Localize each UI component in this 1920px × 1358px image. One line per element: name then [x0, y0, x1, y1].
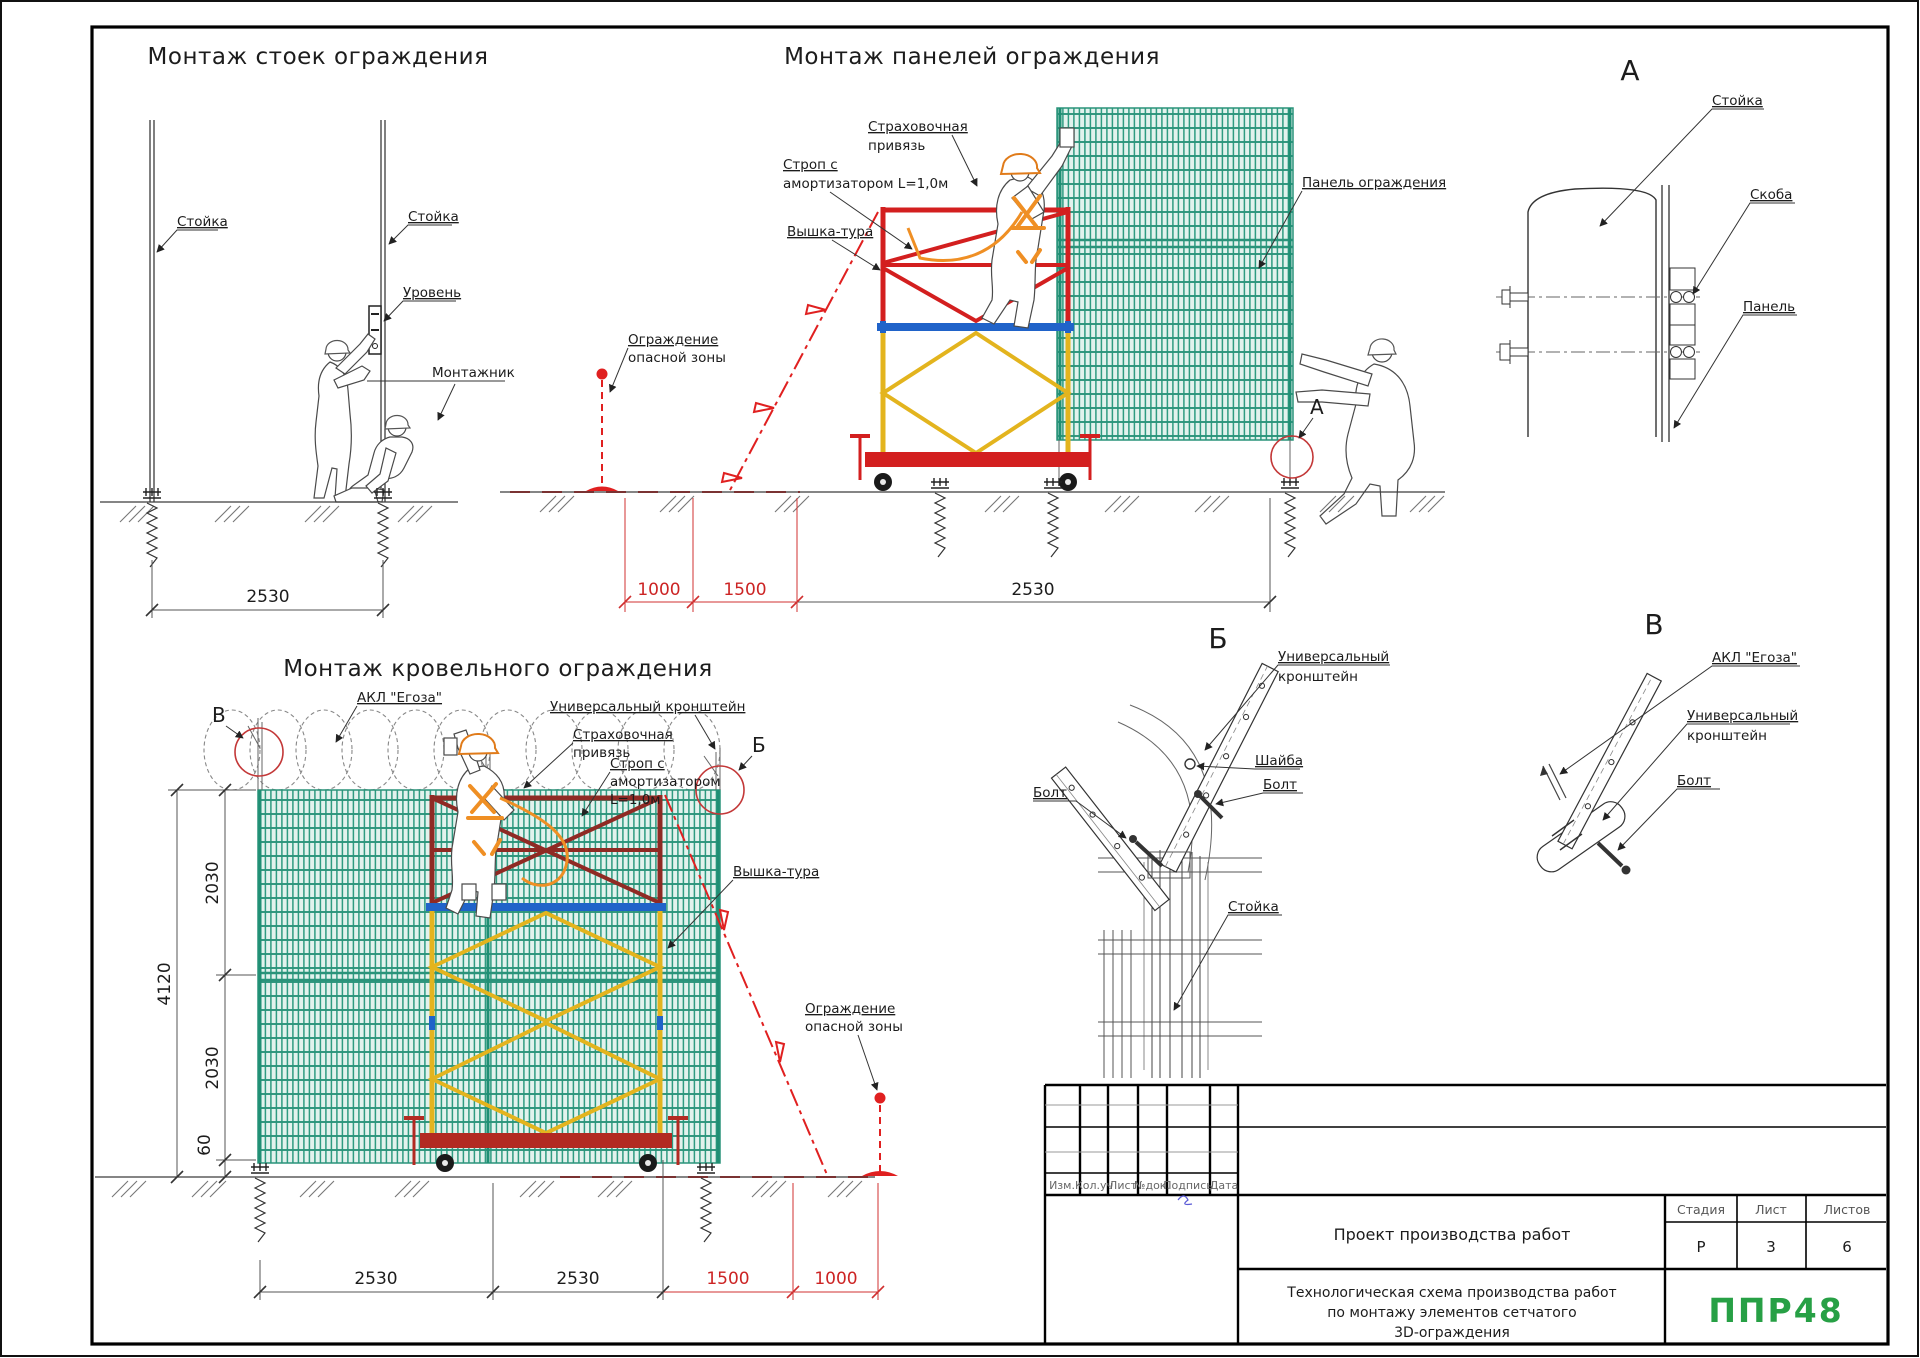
- stage-value: Р: [1696, 1238, 1706, 1256]
- screw-anchor: [1044, 478, 1062, 557]
- label-post: Стойка: [1228, 899, 1279, 915]
- section-title: Монтаж панелей ограждения: [784, 44, 1160, 70]
- svg-text:2530: 2530: [1011, 580, 1055, 600]
- label-installer: Монтажник: [432, 365, 515, 381]
- detail-a: [1496, 54, 1797, 442]
- section-posts-installation: [100, 44, 515, 618]
- wheel: [639, 1154, 657, 1172]
- svg-text:1000: 1000: [814, 1269, 858, 1289]
- label-level: Уровень: [403, 285, 462, 301]
- svg-text:L=1,0м: L=1,0м: [610, 792, 661, 808]
- base-beam: [865, 452, 1090, 467]
- section-title: Монтаж стоек ограждения: [147, 44, 489, 70]
- label-danger-zone: Ограждение: [628, 332, 719, 348]
- svg-text:1500: 1500: [723, 580, 767, 600]
- fence-post-left: [150, 120, 154, 502]
- detail-title: Б: [1208, 622, 1228, 655]
- helmet: [385, 415, 410, 429]
- col-ndok: №док.: [1134, 1179, 1170, 1192]
- section-panels-installation: [500, 44, 1446, 612]
- sheets-label: Листов: [1823, 1202, 1871, 1217]
- worker-standing: [314, 334, 375, 498]
- project-name: Проект производства работ: [1333, 1225, 1571, 1244]
- label-wire: АКЛ "Егоза": [357, 690, 443, 706]
- svg-text:2530: 2530: [246, 587, 290, 607]
- svg-text:опасной зоны: опасной зоны: [628, 350, 726, 366]
- doc-description-1: Технологическая схема производства работ: [1287, 1285, 1617, 1301]
- svg-text:кронштейн: кронштейн: [1687, 728, 1767, 744]
- wheel: [874, 473, 892, 491]
- svg-text:4120: 4120: [155, 962, 175, 1006]
- svg-text:амортизатором L=1,0м: амортизатором L=1,0м: [783, 176, 949, 192]
- label-post-left: Стойка: [177, 214, 228, 230]
- sheets-value: 6: [1842, 1238, 1852, 1256]
- clamp-bracket: [1670, 268, 1695, 379]
- detail-v: [1532, 608, 1800, 877]
- dimensions-bottom: [619, 498, 1276, 612]
- label-tower: Вышка-тура: [733, 864, 820, 880]
- svg-text:опасной зоны: опасной зоны: [805, 1019, 903, 1035]
- wire-mount: [1540, 764, 1566, 800]
- label-post: Стойка: [1712, 93, 1763, 109]
- detail-ref-a: А: [1310, 395, 1324, 419]
- detail-title: А: [1620, 54, 1640, 87]
- svg-text:кронштейн: кронштейн: [1278, 669, 1358, 685]
- sheet-value: 3: [1766, 1238, 1776, 1256]
- screw-anchor: [931, 478, 949, 557]
- detail-b: [1033, 622, 1390, 1078]
- label-sling: Строп с: [783, 157, 838, 173]
- svg-text:1000: 1000: [637, 580, 681, 600]
- label-harness: Страховочная: [573, 727, 673, 743]
- label-harness: Страховочная: [868, 119, 968, 135]
- title-block: [1045, 1085, 1886, 1343]
- panel-edge: [1662, 185, 1669, 442]
- label-bracket: Универсальный кронштейн: [550, 699, 746, 715]
- detail-title: В: [1644, 608, 1664, 641]
- wheel: [436, 1154, 454, 1172]
- worker-pushing-panel: [1296, 339, 1414, 524]
- label-clamp: Скоба: [1750, 187, 1793, 203]
- svg-text:2530: 2530: [556, 1269, 600, 1289]
- bolt: [1502, 286, 1528, 308]
- sheet-label: Лист: [1755, 1202, 1787, 1217]
- label-bracket: Универсальный: [1687, 708, 1799, 724]
- label-bolt-left: Болт: [1033, 785, 1068, 801]
- label-wire: АКЛ "Егоза": [1712, 650, 1798, 666]
- doc-description-3: 3D-ограждения: [1394, 1325, 1510, 1341]
- mesh-wires: [1098, 858, 1262, 1078]
- label-panel: Панель ограждения: [1302, 175, 1447, 191]
- screw-anchor: [143, 488, 161, 567]
- label-bolt-right: Болт: [1263, 777, 1298, 793]
- section-roof-installation: [95, 656, 903, 1300]
- label-bracket: Универсальный: [1278, 649, 1390, 665]
- bracket-left: [1051, 767, 1169, 910]
- dimension-2530: [146, 560, 389, 618]
- col-koluch: Кол.уч: [1074, 1179, 1114, 1192]
- signature: [1178, 1196, 1192, 1205]
- svg-text:2030: 2030: [203, 1046, 223, 1090]
- dimensions-left: [155, 784, 256, 1183]
- screw-anchor: [697, 1163, 715, 1242]
- label-panel: Панель: [1743, 299, 1796, 315]
- bolt: [1500, 340, 1528, 364]
- detail-circle-v: [235, 728, 283, 776]
- label-washer: Шайба: [1255, 753, 1304, 769]
- fence-panel: [1057, 108, 1293, 486]
- dimensions-bottom-roof: [254, 1160, 884, 1300]
- svg-text:2030: 2030: [203, 861, 223, 905]
- label-danger-zone: Ограждение: [805, 1001, 896, 1017]
- post-body: [1528, 188, 1656, 437]
- helmet: [325, 340, 350, 354]
- svg-text:2530: 2530: [354, 1269, 398, 1289]
- base-beam: [420, 1133, 672, 1148]
- screw-anchor: [251, 1163, 269, 1242]
- col-podpis: Подпись: [1163, 1179, 1213, 1192]
- revision-table: [1045, 1085, 1886, 1205]
- stage-label: Стадия: [1677, 1202, 1725, 1217]
- detail-ref-b: Б: [752, 733, 766, 757]
- label-sling: Строп с: [610, 756, 665, 772]
- detail-circle-a: [1271, 436, 1313, 478]
- detail-ref-v: В: [212, 703, 226, 727]
- screw-anchor: [1281, 478, 1299, 557]
- col-list: Лист: [1109, 1179, 1137, 1192]
- col-izm: Изм.: [1049, 1179, 1075, 1192]
- helmet: [1001, 154, 1040, 174]
- svg-text:амортизатором: амортизатором: [610, 774, 721, 790]
- section-title: Монтаж кровельного ограждения: [283, 656, 713, 682]
- doc-description-2: по монтажу элементов сетчатого: [1327, 1305, 1577, 1321]
- svg-text:привязь: привязь: [868, 138, 926, 154]
- svg-text:привязь: привязь: [573, 745, 631, 761]
- label-bolt: Болт: [1677, 773, 1712, 789]
- company-logo: ППР48: [1708, 1291, 1844, 1330]
- svg-text:60: 60: [195, 1134, 215, 1156]
- helmet: [1368, 339, 1396, 355]
- label-tower: Вышка-тура: [787, 224, 874, 240]
- svg-text:1500: 1500: [706, 1269, 750, 1289]
- label-post-right: Стойка: [408, 209, 459, 225]
- col-data: Дата: [1209, 1179, 1239, 1192]
